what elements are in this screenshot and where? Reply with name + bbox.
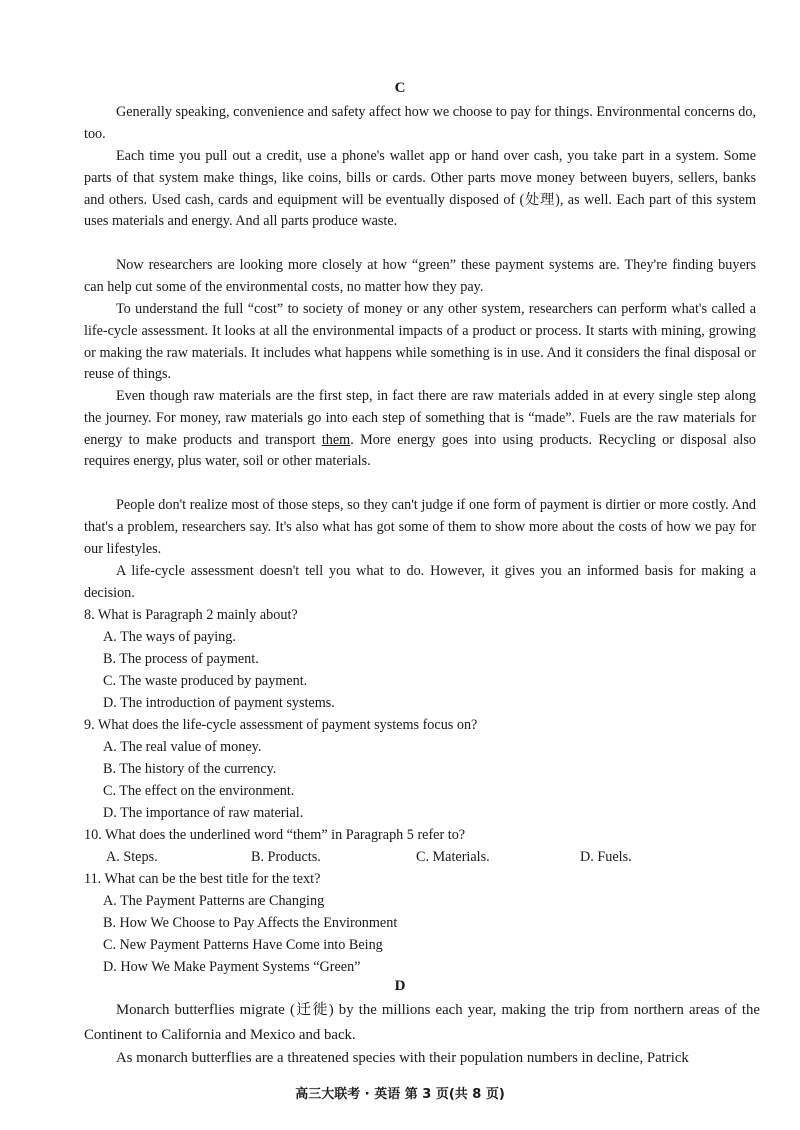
question-8-option-b[interactable]: B. The process of payment.	[103, 651, 259, 667]
question-10-option-c[interactable]: C. Materials.	[416, 849, 490, 865]
passage-d-paragraph-1: Monarch butterflies migrate (迁徙) by the millions each year, making the trip from northern areas of the Continent to California and Mexico and back.	[84, 1002, 760, 1043]
passage-c-paragraph-7: A life-cycle assessment doesn't tell you what to do. However, it gives you an informed basis for making a decision.	[84, 563, 756, 601]
section-c-heading: C	[394, 80, 406, 96]
question-11-option-a[interactable]: A. The Payment Patterns are Changing	[103, 893, 325, 909]
passage-c-paragraph-4: To understand the full “cost” to society of money or any other system, researchers can perform what's called a life-cycle assessment. It looks at all the environmental impacts of a product or process. It starts with mining, growing or making the raw materials. It includes what happens while something is in use. And it considers the final disposal or reuse of things.	[84, 301, 756, 383]
question-8-option-c[interactable]: C. The waste produced by payment.	[103, 673, 308, 689]
passage-c-paragraph-2: Each time you pull out a credit, use a phone's wallet app or hand over cash, you take part in a system. Some parts of that system make things, like coins, bills or cards. Other parts move money between buyers, sellers, banks and others. Used cash, cards and equipment will be eventually disposed of (处理), as well. Each part of this system uses materials and energy. And all parts produce waste.	[84, 148, 756, 230]
question-10-option-b[interactable]: B. Products.	[251, 849, 321, 865]
underlined-word-them: them	[321, 431, 351, 448]
question-11-option-c[interactable]: C. New Payment Patterns Have Come into Being	[103, 937, 383, 953]
question-8-option-d[interactable]: D. The introduction of payment systems.	[103, 695, 335, 711]
question-9-stem: 9. What does the life-cycle assessment of payment systems focus on?	[84, 717, 478, 733]
section-d-heading: D	[394, 978, 406, 994]
page-footer: 高三大联考 · 英语 第 3 页(共 8 页)	[295, 1087, 505, 1102]
question-11-stem: 11. What can be the best title for the text?	[84, 871, 321, 887]
paragraph-5-text-after: . More energy goes into using products. Recycling or disposal also requires energy, plus water, soil or other materials.	[84, 431, 756, 470]
question-8-stem: 8. What is Paragraph 2 mainly about?	[84, 607, 298, 623]
passage-c-paragraph-1: Generally speaking, convenience and safety affect how we choose to pay for things. Environmental concerns do, too.	[84, 104, 756, 142]
question-10-option-d[interactable]: D. Fuels.	[580, 849, 632, 865]
question-10-option-a[interactable]: A. Steps.	[106, 849, 158, 865]
question-9-option-a[interactable]: A. The real value of money.	[103, 739, 262, 755]
passage-d-paragraph-2: As monarch butterflies are a threatened species with their population numbers in decline, Patrick	[116, 1050, 689, 1066]
question-9-option-b[interactable]: B. The history of the currency.	[103, 761, 277, 777]
passage-c-paragraph-5	[84, 386, 756, 473]
question-11-option-d[interactable]: D. How We Make Payment Systems “Green”	[103, 959, 361, 975]
question-11-option-b[interactable]: B. How We Choose to Pay Affects the Environment	[103, 915, 398, 931]
question-10-stem: 10. What does the underlined word “them” in Paragraph 5 refer to?	[84, 827, 466, 843]
question-8-option-a[interactable]: A. The ways of paying.	[103, 629, 236, 645]
passage-c-paragraph-3: Now researchers are looking more closely at how “green” these payment systems are. They're finding buyers can help cut some of the environmental costs, no matter how they pay.	[84, 257, 756, 295]
passage-c-paragraph-6: People don't realize most of those steps, so they can't judge if one form of payment is dirtier or more costly. And that's a problem, researchers say. It's also what has got some of them to show more about the costs of how we pay for our lifestyles.	[84, 497, 756, 557]
question-9-option-c[interactable]: C. The effect on the environment.	[103, 783, 295, 799]
question-9-option-d[interactable]: D. The importance of raw material.	[103, 805, 304, 821]
paragraph-5-text-before: Even though raw materials are the first step, in fact there are raw materials added in at every single step along the journey. For money, raw materials go into each step of something that is “made”. Fuels are the raw materials for energy to make products and transport	[84, 388, 756, 448]
